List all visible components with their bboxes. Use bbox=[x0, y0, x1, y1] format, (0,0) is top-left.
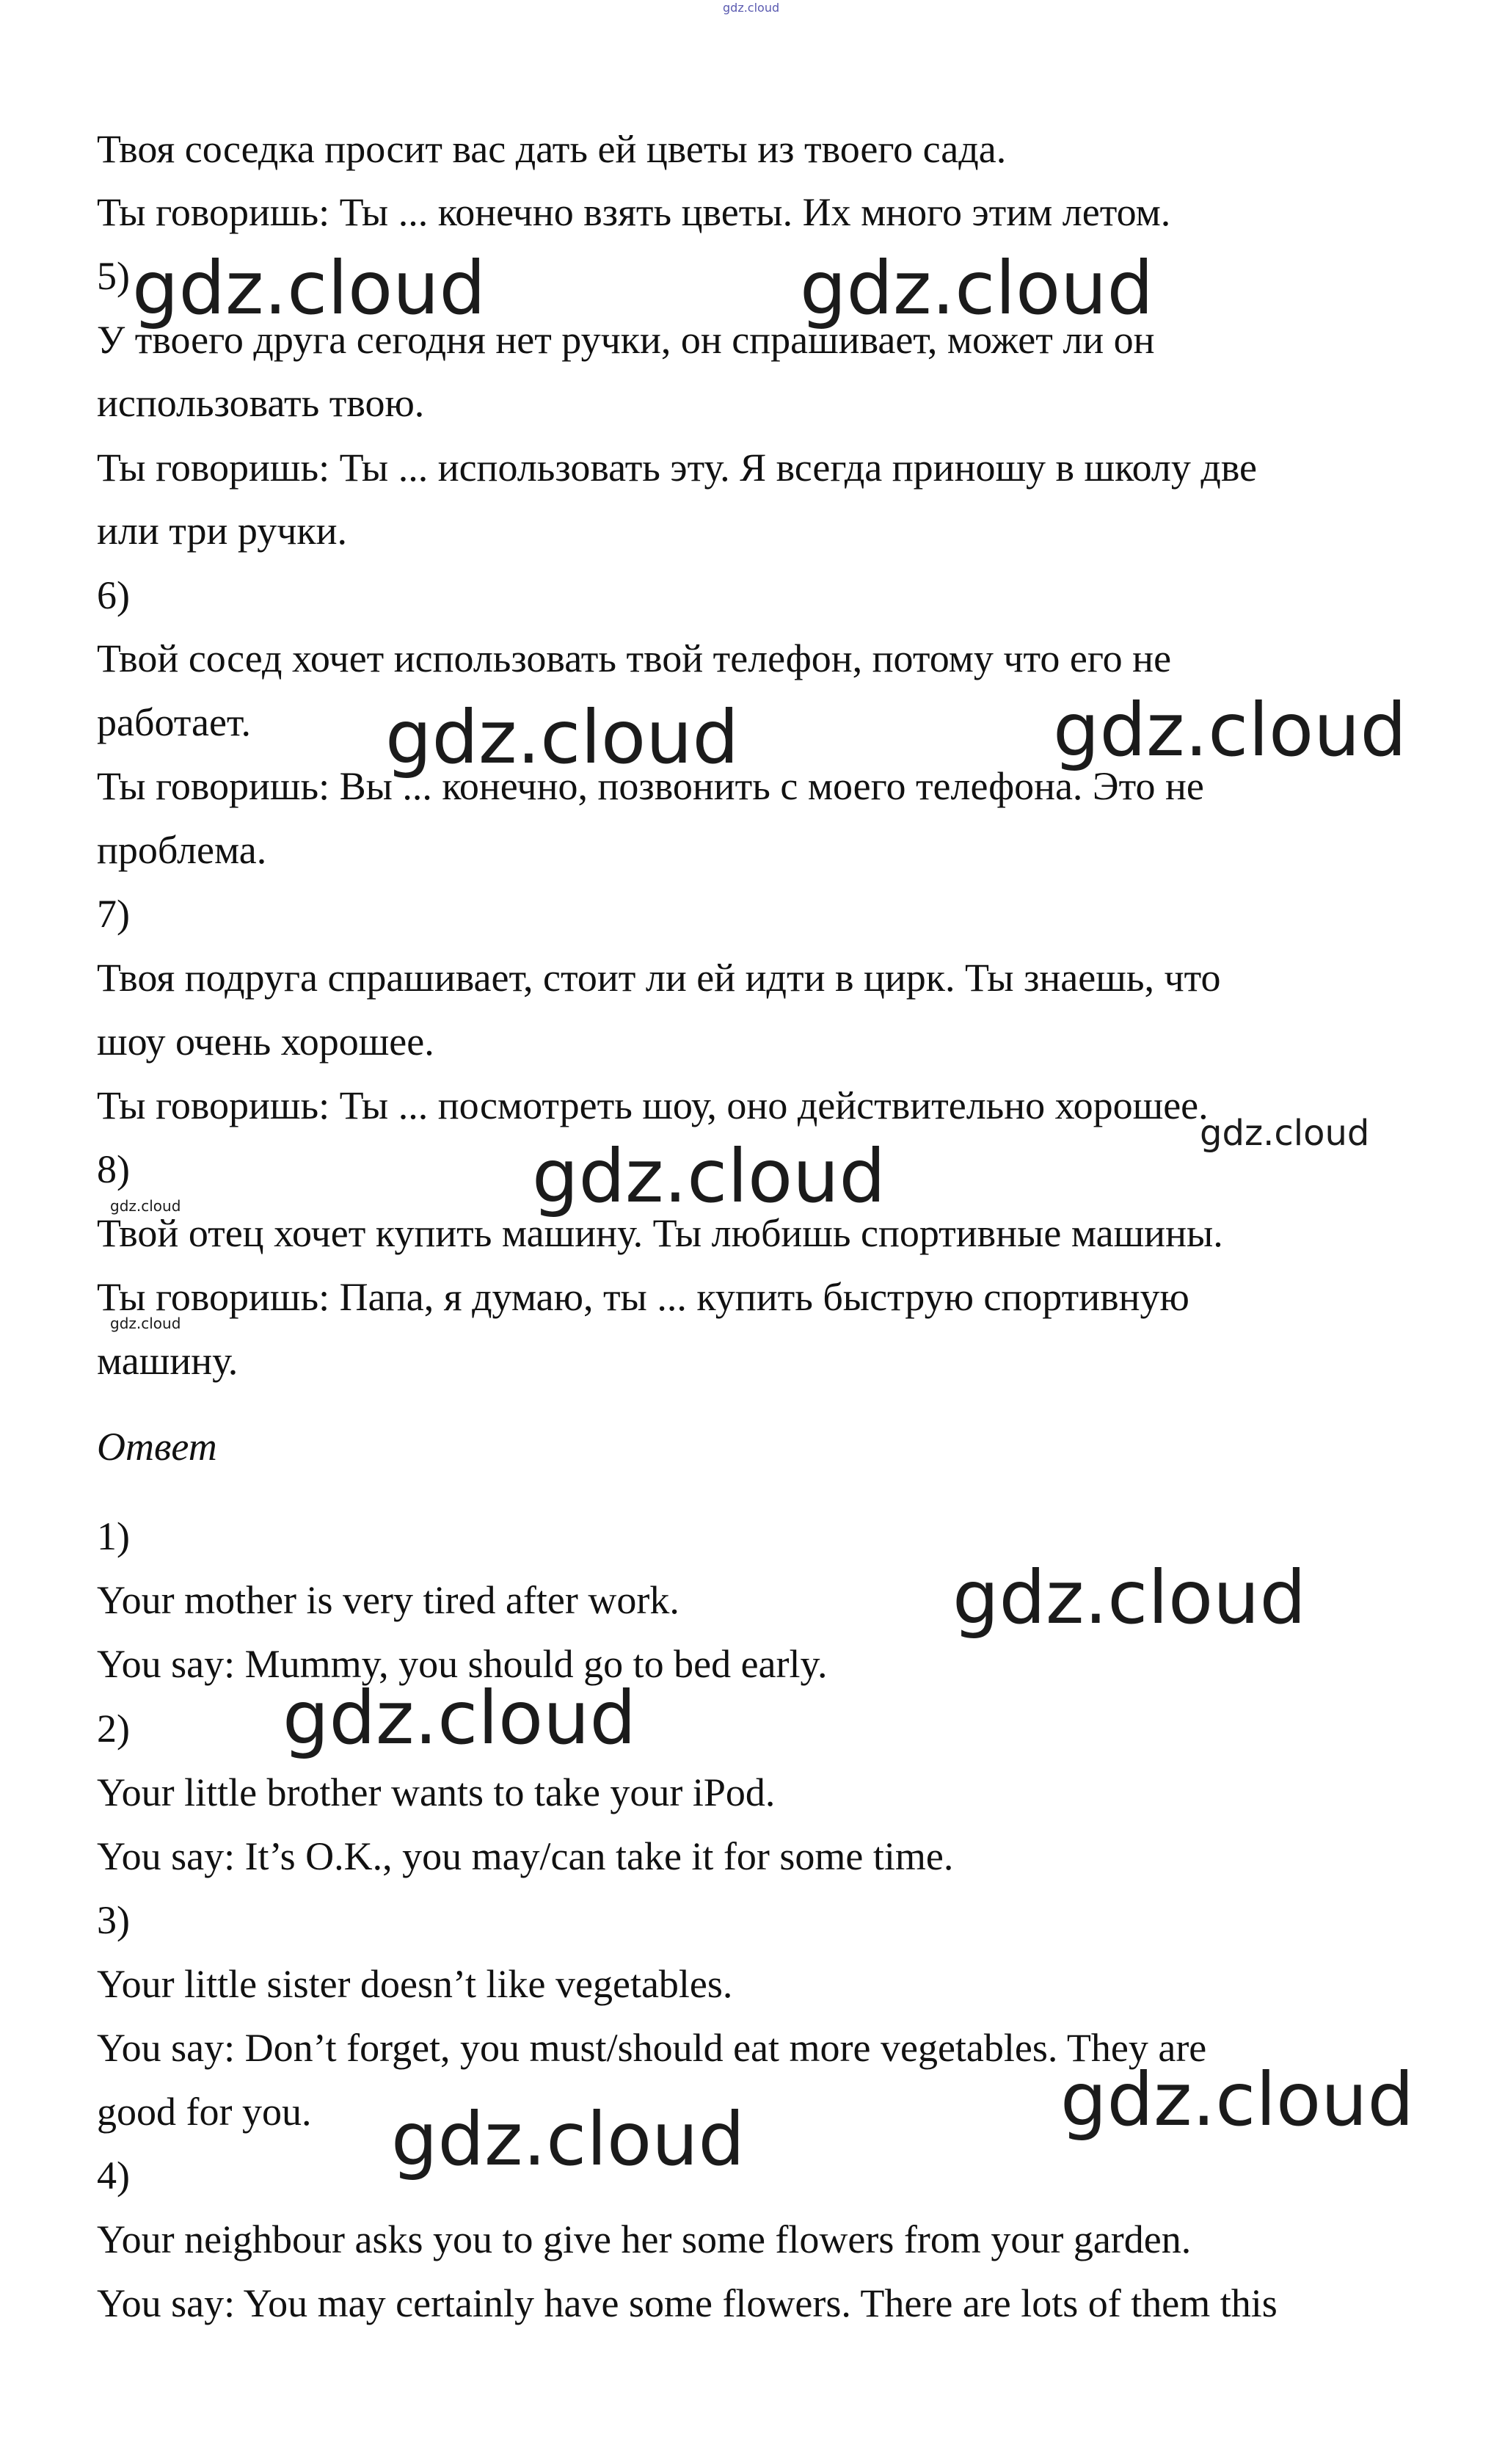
watermark-small: gdz.cloud bbox=[110, 1315, 181, 1332]
ru-item6-number: 6) bbox=[97, 573, 130, 617]
watermark: gdz.cloud bbox=[800, 245, 1154, 331]
watermark: gdz.cloud bbox=[1200, 1113, 1370, 1154]
ru-item4-say: Ты говоришь: Ты ... конечно взять цветы. Их много этим летом. bbox=[97, 190, 1171, 234]
en-item1-say: You say: Mummy, you should go to bed early. bbox=[97, 1642, 828, 1686]
watermark: gdz.cloud bbox=[1060, 2057, 1415, 2143]
watermark: gdz.cloud bbox=[952, 1555, 1307, 1640]
ru-item5-context-line1: У твоего друга сегодня нет ручки, он спрашивает, может ли он bbox=[97, 318, 1155, 362]
ru-item6-context-line1: Твой сосед хочет использовать твой телефон, потому что его не bbox=[97, 636, 1172, 680]
watermark-small: gdz.cloud bbox=[110, 1197, 181, 1215]
en-item4-context: Your neighbour asks you to give her some flowers from your garden. bbox=[97, 2217, 1192, 2261]
ru-item5-say-line2: или три ручки. bbox=[97, 509, 347, 553]
en-item3-number: 3) bbox=[97, 1898, 130, 1942]
ru-item5-number: 5) bbox=[97, 254, 130, 298]
en-item1-number: 1) bbox=[97, 1514, 130, 1558]
ru-item4-context: Твоя соседка просит вас дать ей цветы из твоего сада. bbox=[97, 127, 1007, 171]
en-item1-context: Your mother is very tired after work. bbox=[97, 1578, 679, 1622]
answer-heading: Ответ bbox=[97, 1425, 217, 1469]
watermark-top: gdz.cloud bbox=[723, 1, 780, 15]
en-item4-say: You say: You may certainly have some flowers. There are lots of them this bbox=[97, 2281, 1278, 2325]
en-item2-say: You say: It’s O.K., you may/can take it for some time. bbox=[97, 1834, 954, 1878]
ru-item7-context-line2: шоу очень хорошее. bbox=[97, 1020, 434, 1064]
ru-item7-number: 7) bbox=[97, 892, 130, 936]
watermark: gdz.cloud bbox=[283, 1675, 637, 1761]
ru-item5-context-line2: использовать твою. bbox=[97, 381, 425, 425]
en-item2-number: 2) bbox=[97, 1707, 130, 1751]
watermark: gdz.cloud bbox=[1053, 687, 1407, 773]
ru-item6-say-line2: проблема. bbox=[97, 828, 267, 872]
ru-item8-context: Твой отец хочет купить машину. Ты любишь спортивные машины. bbox=[97, 1211, 1223, 1255]
en-item3-say-line2: good for you. bbox=[97, 2090, 312, 2134]
ru-item6-say-line1: Ты говоришь: Вы ... конечно, позвонить с моего телефона. Это не bbox=[97, 764, 1204, 808]
en-item3-context: Your little sister doesn’t like vegetables. bbox=[97, 1962, 733, 2006]
ru-item6-context-line2: работает. bbox=[97, 700, 251, 744]
ru-item7-context-line1: Твоя подруга спрашивает, стоит ли ей идти в цирк. Ты знаешь, что bbox=[97, 956, 1221, 1000]
en-item3-say-line1: You say: Don’t forget, you must/should eat more vegetables. They are bbox=[97, 2026, 1207, 2070]
watermark: gdz.cloud bbox=[391, 2096, 746, 2182]
ru-item7-say: Ты говоришь: Ты ... посмотреть шоу, оно действительно хорошее. bbox=[97, 1083, 1209, 1127]
ru-item8-number: 8) bbox=[97, 1147, 130, 1191]
watermark: gdz.cloud bbox=[132, 245, 487, 331]
ru-item8-say-line1: Ты говоришь: Папа, я думаю, ты ... купить быструю спортивную bbox=[97, 1275, 1189, 1319]
ru-item5-say-line1: Ты говоришь: Ты ... использовать эту. Я всегда приношу в школу две bbox=[97, 446, 1257, 490]
en-item2-context: Your little brother wants to take your iPod. bbox=[97, 1770, 776, 1814]
watermark: gdz.cloud bbox=[532, 1133, 886, 1219]
ru-item8-say-line2: машину. bbox=[97, 1339, 238, 1383]
en-item4-number: 4) bbox=[97, 2154, 130, 2198]
watermark: gdz.cloud bbox=[385, 694, 740, 780]
